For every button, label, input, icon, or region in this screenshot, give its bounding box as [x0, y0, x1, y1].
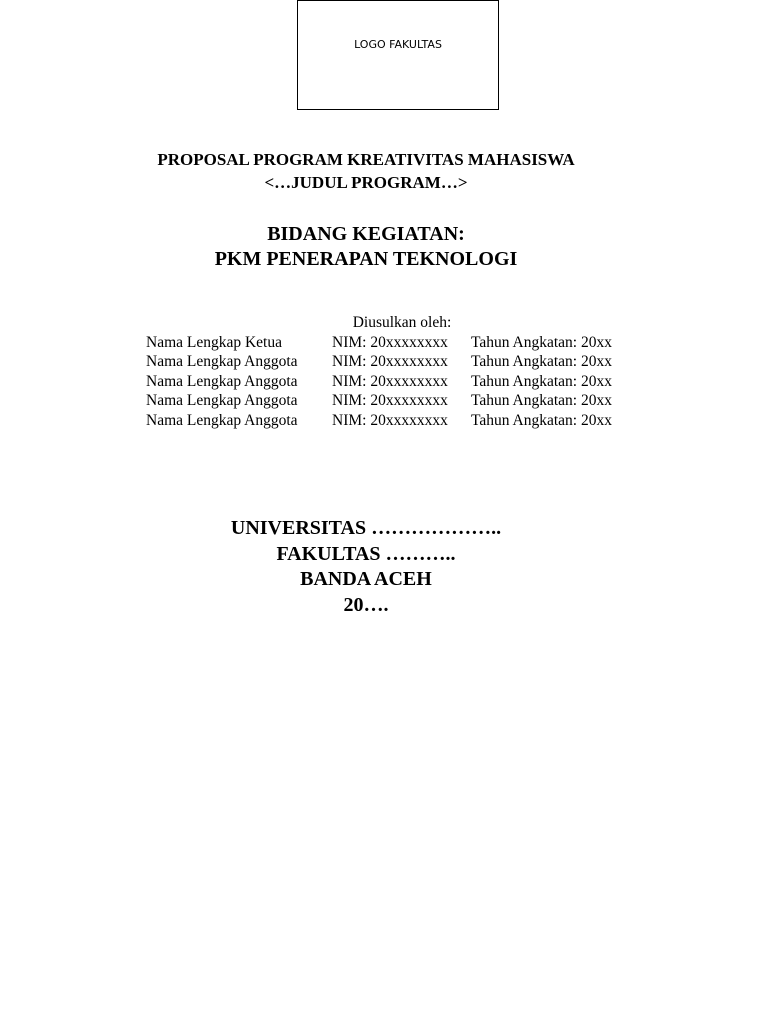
member-name: Nama Lengkap Anggota — [146, 353, 298, 371]
member-nim: NIM: 20xxxxxxxx — [332, 392, 448, 410]
activity-field — [0, 222, 750, 272]
member-name: Nama Lengkap Anggota — [146, 411, 298, 429]
member-year: Tahun Angkatan: 20xx — [471, 334, 612, 351]
member-name: Nama Lengkap Anggota — [146, 372, 298, 390]
university-name: UNIVERSITAS ……………….. — [230, 517, 502, 539]
program-title-placeholder: <…JUDUL PROGRAM…> — [264, 173, 468, 192]
member-row — [146, 333, 631, 352]
activity-field-value: PKM PENERAPAN TEKNOLOGI — [214, 248, 518, 270]
proposal-title — [0, 148, 750, 194]
proposal-title-line: PROPOSAL PROGRAM KREATIVITAS MAHASISWA — [157, 150, 575, 169]
member-row — [146, 352, 631, 371]
institution-block — [0, 516, 750, 618]
member-name: Nama Lengkap Ketua — [146, 334, 282, 351]
proposed-by-label: Diusulkan oleh: — [352, 314, 452, 331]
logo-placeholder-box — [297, 0, 499, 110]
logo-placeholder-label: LOGO FAKULTAS — [354, 38, 442, 51]
faculty-name: FAKULTAS ……….. — [276, 542, 456, 565]
member-nim: NIM: 20xxxxxxxx — [332, 411, 448, 429]
member-year: Tahun Angkatan: 20xx — [471, 392, 612, 410]
submission-year: 20…. — [343, 593, 389, 616]
member-row — [146, 391, 631, 410]
member-nim: NIM: 20xxxxxxxx — [332, 353, 448, 371]
member-year: Tahun Angkatan: 20xx — [471, 372, 612, 390]
member-nim: NIM: 20xxxxxxxx — [332, 372, 448, 390]
member-year: Tahun Angkatan: 20xx — [471, 353, 612, 371]
member-list — [146, 333, 631, 430]
member-row — [146, 372, 631, 391]
member-row — [146, 411, 631, 430]
city-name: BANDA ACEH — [300, 568, 432, 590]
member-nim: NIM: 20xxxxxxxx — [332, 334, 448, 351]
member-year: Tahun Angkatan: 20xx — [471, 411, 612, 429]
activity-field-heading: BIDANG KEGIATAN: — [267, 223, 465, 245]
member-name: Nama Lengkap Anggota — [146, 392, 298, 410]
